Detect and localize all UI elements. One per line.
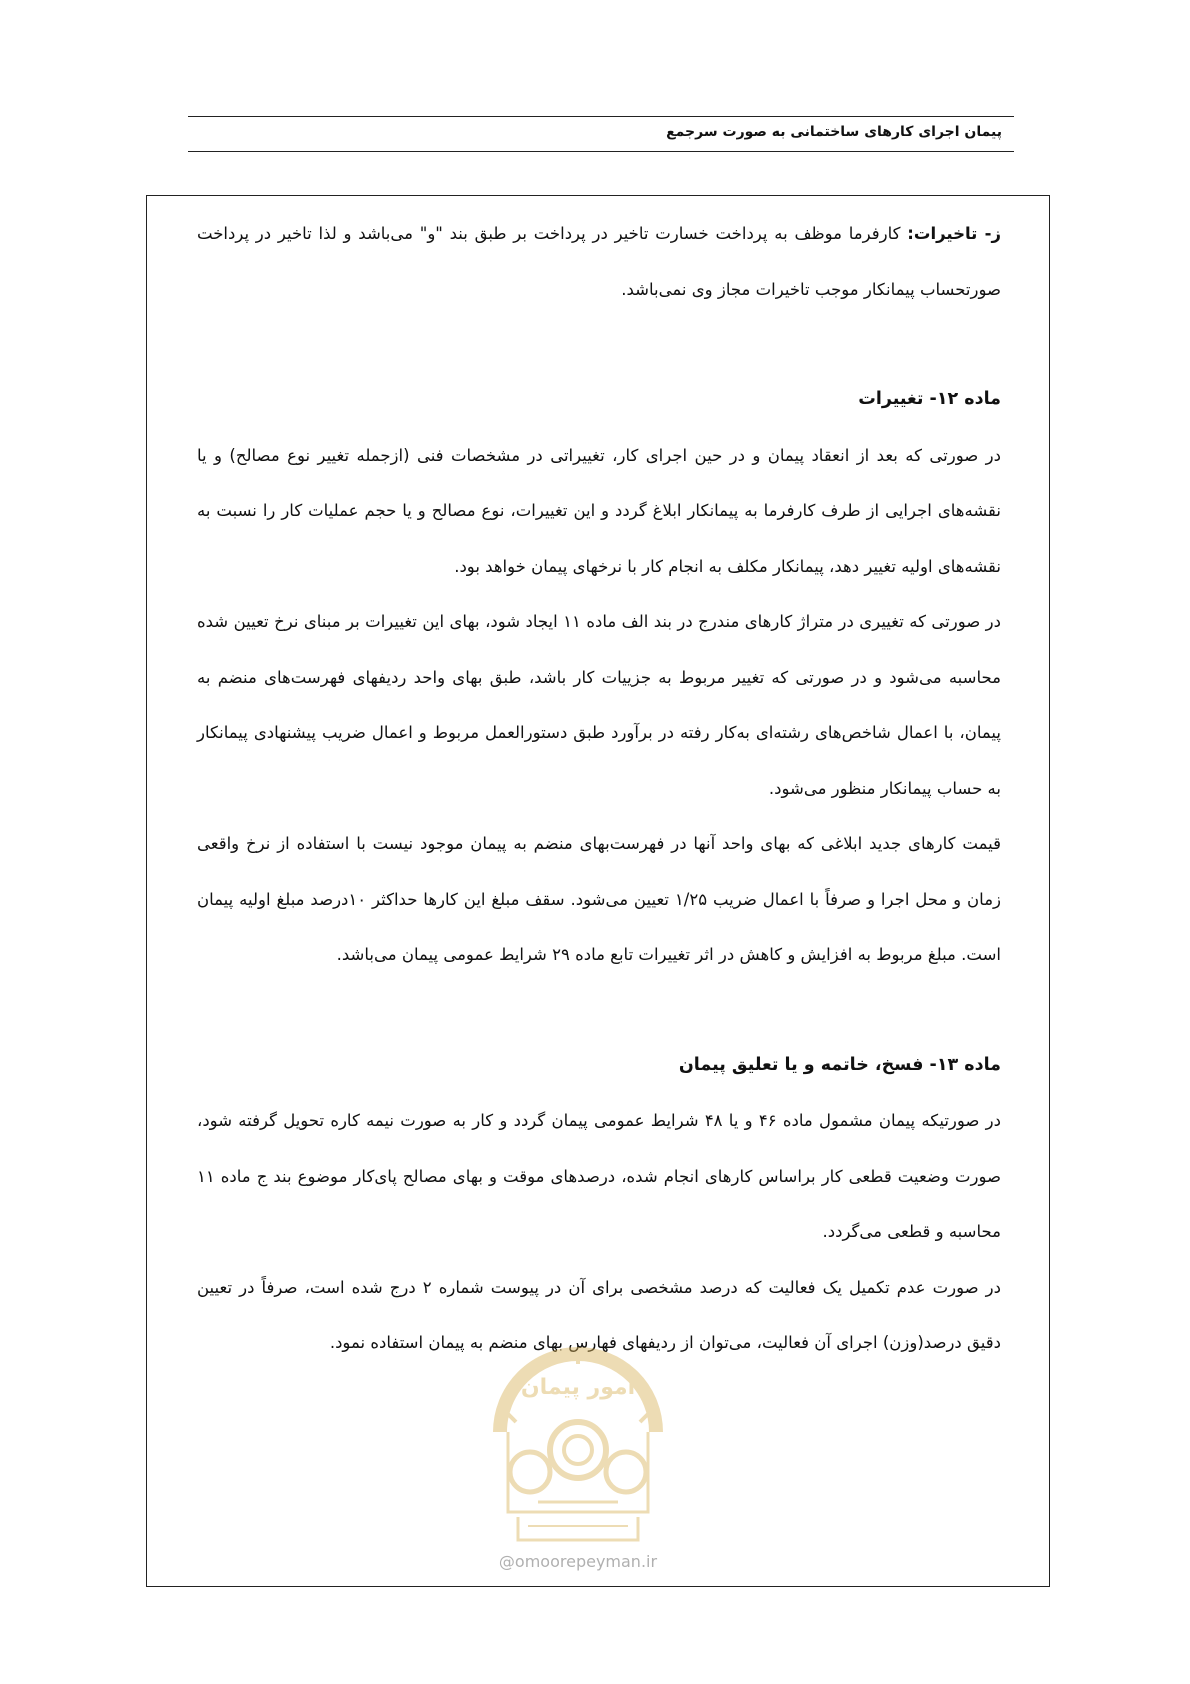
watermark-logo-text: امور پیمان: [520, 1375, 636, 1400]
delays-text: کارفرما موظف به پرداخت خسارت تاخیر در پرداخت بر طبق بند "و" می‌باشد و لذا تاخیر در پرداخت صورتحساب پیمانکار موجب تاخیرات مجاز وی نمی‌باشد.: [197, 224, 1001, 299]
article-12-paragraph: در صورتی که تغییری در متراژ کارهای مندرج در بند الف ماده ۱۱ ایجاد شود، بهای این تغییرات بر مبنای نرخ تعیین شده محاسبه می‌شود و در صورتی که تغییر مربوط به جزییات کار باشد، طبق بهای واحد ردیفهای فهرست‌های منضم به پیمان، با اعمال شاخص‌های رشته‌ای به‌کار رفته در برآورد طبق دستورالعمل مربوط و اعمال ضریب پیشنهادی پیمانکار به حساب پیمانکار منظور می‌شود.: [197, 612, 1001, 798]
section-gap: [197, 983, 1001, 1038]
article-12-paragraph: در صورتی که بعد از انعقاد پیمان و در حین اجرای کار، تغییراتی در مشخصات فنی (ازجمله تغییر نوع مصالح) و یا نقشه‌های اجرایی از طرف کارفرما به پیمانکار ابلاغ گردد و این تغییرات، نوع مصالح و یا حجم عملیات کار را نسبت به نقشه‌های اولیه تغییر دهد، پیمانکار مکلف به انجام کار با نرخهای پیمان خواهد بود.: [197, 445, 1001, 576]
document-body: [197, 206, 1001, 1371]
header-title: پیمان اجرای کارهای ساختمانی به صورت سرجمع: [666, 124, 1002, 140]
content-frame: [146, 195, 1050, 1587]
delays-clause: [197, 206, 1001, 317]
article-12-title: ماده ۱۲- تغییرات: [858, 389, 1001, 409]
page-header: [188, 116, 1014, 152]
article-13-paragraph: در صورتیکه پیمان مشمول ماده ۴۶ و یا ۴۸ شرایط عمومی پیمان گردد و کار به صورت نیمه کاره تحویل گرفته شود، صورت وضعیت قطعی کار براساس کارهای انجام شده، درصدهای موقت و بهای مصالح پای‌کار موضوع بند ج ماده ۱۱ محاسبه و قطعی می‌گردد.: [197, 1111, 1001, 1241]
article-13-paragraph: در صورت عدم تکمیل یک فعالیت که درصد مشخصی برای آن در پیوست شماره ۲ درج شده است، صرفاً در تعیین دقیق درصد(وزن) اجرای آن فعالیت، می‌توان از ردیفهای فهارس بهای منضم به پیمان استفاده نمود.: [197, 1277, 1001, 1352]
watermark-url: @omoorepeyman.ir: [498, 1552, 658, 1571]
section-gap: [197, 317, 1001, 372]
article-13-title: ماده ۱۳- فسخ، خاتمه و یا تعلیق پیمان: [678, 1054, 1001, 1075]
article-12-paragraph: قیمت کارهای جدید ابلاغی که بهای واحد آنها در فهرست‌بهای منضم به پیمان موجود نیست با استفاده از نرخ واقعی زمان و محل اجرا و صرفاً با اعمال ضریب ۱/۲۵ تعیین می‌شود. سقف مبلغ این کارها حداکثر ۱۰درصد مبلغ اولیه پیمان است. مبلغ مربوط به افزایش و کاهش در اثر تغییرات تابع ماده ۲۹ شرایط عمومی پیمان می‌باشد.: [197, 834, 1001, 964]
delays-label: ز- تاخیرات:: [907, 224, 1001, 243]
